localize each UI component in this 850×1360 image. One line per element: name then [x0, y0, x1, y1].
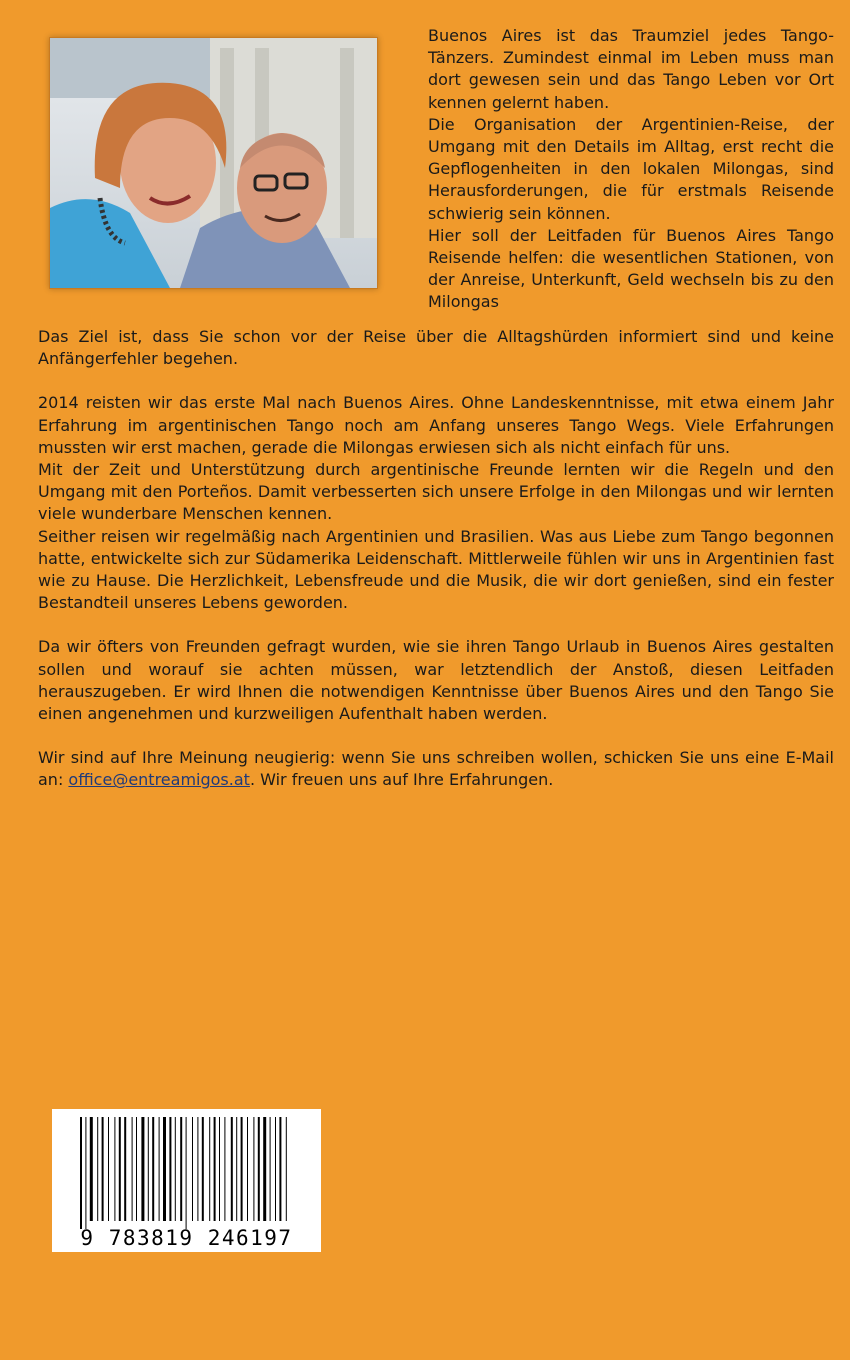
barcode-bar: [119, 1117, 121, 1221]
barcode-bar: [279, 1117, 281, 1221]
goal-paragraph: Das Ziel ist, dass Sie schon vor der Reise über die Alltagshürden informiert sind und keine Anfängerfehler begehen.: [38, 327, 834, 369]
barcode-bar: [159, 1117, 160, 1221]
barcode-bar: [258, 1117, 260, 1221]
isbn-barcode: [52, 1109, 321, 1252]
barcode-bar: [253, 1117, 254, 1221]
barcode-bar: [136, 1117, 137, 1221]
barcode-bar: [180, 1117, 182, 1221]
history-paragraph: Mit der Zeit und Unterstützung durch argentinische Freunde lernten wir die Regeln und den Umgang mit den Porteños. Damit verbesserten sich unsere Erfolge in den Milongas und wir lernten viele wunderbare Menschen kennen.: [38, 460, 834, 524]
isbn-number: 9 783819 246197: [80, 1226, 293, 1250]
barcode-bar: [241, 1117, 243, 1221]
barcode-bar: [132, 1117, 133, 1221]
history-paragraph: 2014 reisten wir das erste Mal nach Buenos Aires. Ohne Landeskenntnisse, mit etwa einem Jahr Erfahrung im argentinischen Tango noch am Anfang unseres Tango Wegs. Viele Erfahrungen mussten wir erst machen, gerade die Milongas erwiesen sich als nicht einfach für uns.: [38, 393, 834, 457]
contact-text-end: . Wir freuen uns auf Ihre Erfahrungen.: [249, 770, 554, 790]
motivation-paragraph: Da wir öfters von Freunden gefragt wurden, wie sie ihren Tango Urlaub in Buenos Aires gestalten sollen und worauf sie achten müssen, war letztendlich der Anstoß, diesen Leitfaden herauszugeben. Er wird Ihnen die notwendigen Kenntnisse über Buenos Aires und den Tango Sie einen angenehmen und kurzweiligen Aufenthalt haben werden.: [38, 637, 834, 724]
barcode-bar: [270, 1117, 271, 1221]
email-link[interactable]: office@entreamigos.at: [68, 770, 250, 790]
barcode-bar: [97, 1117, 98, 1221]
barcode-bar: [124, 1117, 126, 1221]
barcode-bar: [90, 1117, 93, 1221]
barcode-bar: [85, 1117, 86, 1229]
barcode-bar: [224, 1117, 225, 1221]
barcode-bar: [186, 1117, 187, 1229]
barcode-bar: [102, 1117, 104, 1221]
barcode-bar: [209, 1117, 210, 1221]
barcode-bar: [275, 1117, 276, 1221]
barcode-bar: [108, 1117, 109, 1221]
author-photo: [49, 37, 378, 289]
contact-text: Wir sind auf Ihre Meinung neugierig: wenn Sie uns schreiben wollen, schicken Sie uns eine E-Mail an:: [38, 748, 834, 790]
intro-text: [428, 25, 834, 314]
barcode-bar: [192, 1117, 193, 1221]
barcode-bar: [202, 1117, 204, 1221]
barcode-bar: [152, 1117, 154, 1221]
barcode-bar: [214, 1117, 216, 1221]
barcode-bar: [263, 1117, 266, 1221]
barcode-bar: [169, 1117, 171, 1221]
barcode-bar: [197, 1117, 198, 1221]
barcode-bar: [219, 1117, 220, 1221]
barcode-bar: [163, 1117, 166, 1221]
history-paragraph: Seither reisen wir regelmäßig nach Argentinien und Brasilien. Was aus Liebe zum Tango begonnen hatte, entwickelte sich zur Südamerika Leidenschaft. Mittlerweile fühlen wir uns in Argentinien fast wie zu Hause. Die Herzlichkeit, Lebensfreude und die Musik, die wir dort genießen, sind ein fester Bestandteil unseres Lebens geworden.: [38, 526, 834, 613]
intro-paragraph: Hier soll der Leitfaden für Buenos Aires Tango Reisende helfen: die wesentlichen Stationen, von der Anreise, Unterkunft, Geld wechseln bis zu den Milongas: [428, 225, 834, 312]
body-text: [38, 326, 834, 792]
contact-paragraph: [38, 747, 834, 791]
intro-paragraph: Die Organisation der Argentinien-Reise, der Umgang mit den Details im Alltag, erst recht die Gepflogenheiten in den lokalen Milongas, sind Herausforderungen, die für erstmals Reisende schwierig sein können.: [428, 114, 834, 223]
couple-photo-illustration: [50, 38, 377, 288]
barcode-bar: [175, 1117, 176, 1221]
barcode-bar: [114, 1117, 115, 1221]
barcode-bar: [80, 1117, 82, 1229]
barcode-bar: [148, 1117, 149, 1221]
barcode-bar: [247, 1117, 248, 1221]
barcode-bar: [141, 1117, 144, 1221]
barcode-bar: [236, 1117, 237, 1221]
barcode-bar: [286, 1117, 287, 1221]
barcode-bar: [231, 1117, 233, 1221]
intro-paragraph: Buenos Aires ist das Traumziel jedes Tango-Tänzers. Zumindest einmal im Leben muss man dort gewesen sein und das Tango Leben vor Ort kennen gelernt haben.: [428, 26, 834, 112]
